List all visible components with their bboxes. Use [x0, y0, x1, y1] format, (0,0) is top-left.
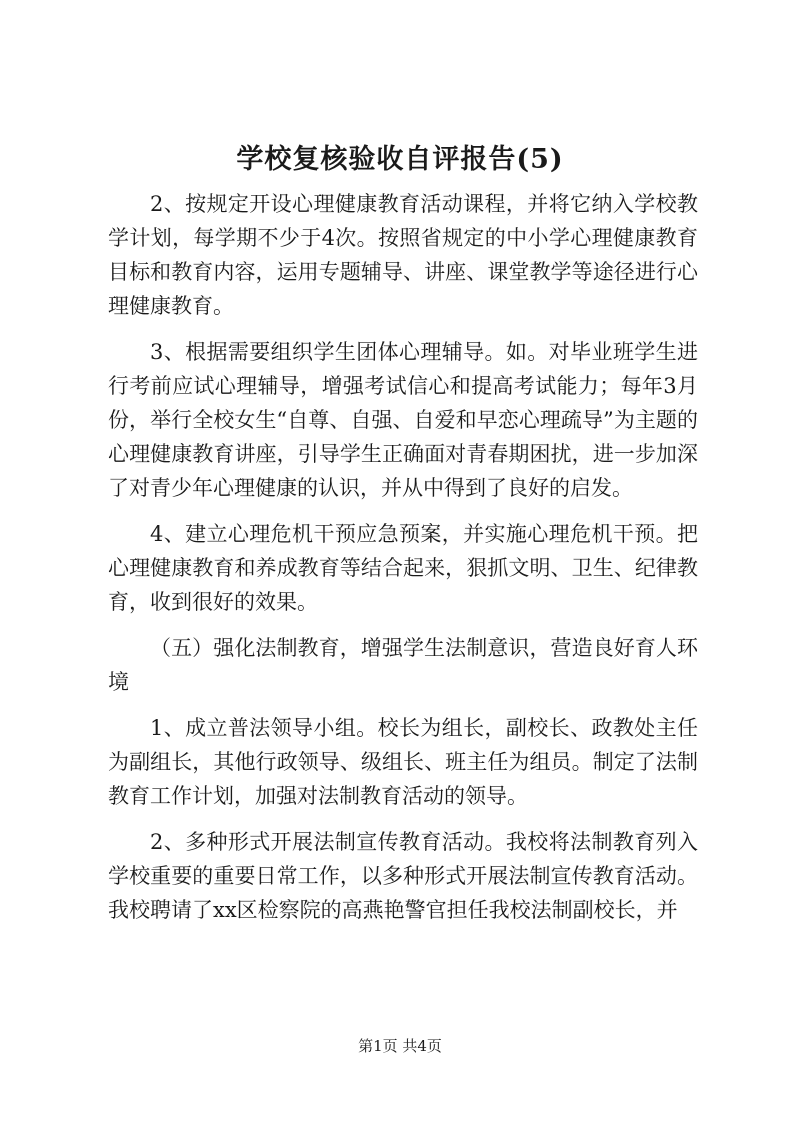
page-footer: 第1页 共4页 [358, 1037, 442, 1055]
section-heading: （五）强化法制教育，增强学生法制意识，营造良好育人环境 [108, 636, 698, 694]
document-body [108, 187, 698, 939]
paragraph: 4、建立心理危机干预应急预案，并实施心理危机干预。把心理健康教育和养成教育等结合起来，狠抓文明、卫生、纪律教育，收到很好的效果。 [108, 522, 698, 614]
paragraph: 3、根据需要组织学生团体心理辅导。如。对毕业班学生进行考前应试心理辅导，增强考试信心和提高考试能力；每年3月份，举行全校女生“自尊、自强、自爱和早恋心理疏导”为主题的心理健康教育讲座，引导学生正确面对青春期困扰，进一步加深了对青少年心理健康的认识，并从中得到了良好的启发。 [108, 340, 698, 500]
paragraph: 2、按规定开设心理健康教育活动课程，并将它纳入学校教学计划，每学期不少于4次。按照省规定的中小学心理健康教育目标和教育内容，运用专题辅导、讲座、课堂教学等途径进行心理健康教育。 [108, 192, 698, 318]
paragraph: 2、多种形式开展法制宣传教育活动。我校将法制教育列入学校重要的重要日常工作，以多种形式开展法制宣传教育活动。我校聘请了xx区检察院的高燕艳警官担任我校法制副校长，并 [108, 830, 698, 922]
page-title: 学校复核验收自评报告(5) [236, 144, 564, 175]
paragraph: 1、成立普法领导小组。校长为组长，副校长、政教处主任为副组长，其他行政领导、级组长、班主任为组员。制定了法制教育工作计划，加强对法制教育活动的领导。 [108, 716, 698, 808]
